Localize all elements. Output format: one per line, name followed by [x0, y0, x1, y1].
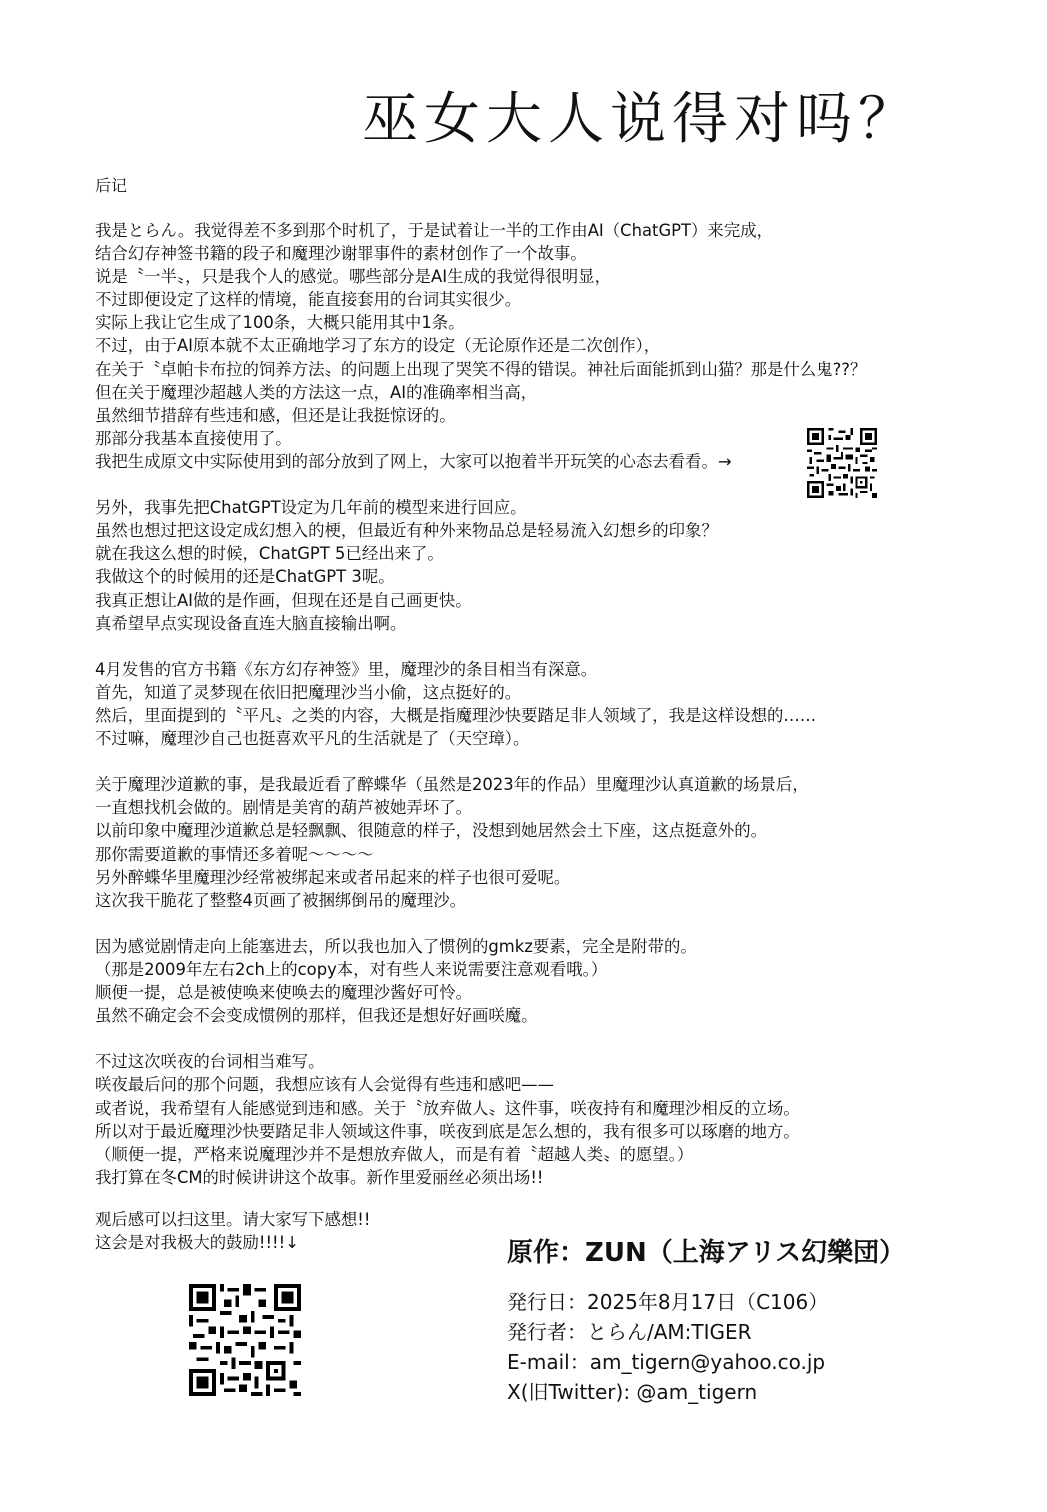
text-line: 咲夜最后问的那个问题，我想应该有人会觉得有些违和感吧——: [95, 1075, 554, 1095]
text-line: 4月发售的官方书籍《东方幻存神签》里，魔理沙的条目相当有深意。: [95, 659, 598, 679]
text-line: 然后，里面提到的〝平凡〟之类的内容，大概是指魔理沙快要踏足非人领域了，我是这样设想的……: [95, 705, 817, 725]
text-line: 不过这次咲夜的台词相当难写。: [95, 1052, 325, 1072]
text-line: 顺便一提，总是被使唤来使唤去的魔理沙酱好可怜。: [95, 983, 472, 1003]
qr-code-icon[interactable]: [189, 1284, 301, 1396]
text-line: 一直想找机会做的。剧情是美宵的葫芦被她弄坏了。: [95, 798, 472, 818]
credit-publish-date: 発行日：2025年8月17日（C106）: [507, 1290, 829, 1314]
text-line: 所以对于最近魔理沙快要踏足非人领域这件事，咲夜到底是怎么想的，我有很多可以琢磨的地方。: [95, 1121, 800, 1141]
closing-message: [95, 1208, 370, 1254]
text-line: 或者说，我希望有人能感觉到违和感。关于〝放弃做人〟这件事，咲夜持有和魔理沙相反的立场。: [95, 1098, 800, 1118]
credit-twitter[interactable]: X(旧Twitter): @am_tigern: [507, 1380, 758, 1404]
paragraph-ai-intro: [95, 219, 1015, 473]
text-line: 不过嘛，魔理沙自己也挺喜欢平凡的生活就是了（天空璋）。: [95, 729, 530, 749]
text-line: 那你需要道歉的事情还多着呢～～～～: [95, 844, 374, 864]
text-line: 虽然也想过把这设定成幻想入的梗，但最近有种外来物品总是轻易流入幻想乡的印象？: [95, 521, 718, 541]
credit-original-author: 原作：ZUN（上海アリス幻樂団）: [507, 1238, 906, 1268]
text-line: 我打算在冬CM的时候讲讲这个故事。新作里爱丽丝必须出场!!: [95, 1167, 544, 1187]
text-line: 我真正想让AI做的是作画，但现在还是自己画更快。: [95, 590, 472, 610]
section-heading-afterword: 后记: [95, 176, 128, 195]
text-line: 但在关于魔理沙超越人类的方法这一点，AI的准确率相当高，: [95, 382, 538, 402]
text-line: 另外，我事先把ChatGPT设定为几年前的模型来进行回应。: [95, 498, 527, 518]
credit-email[interactable]: E-mail：am_tigern@yahoo.co.jp: [507, 1350, 826, 1374]
credit-publisher: 発行者：とらん/AM:TIGER: [507, 1320, 752, 1344]
text-line: 这会是对我极大的鼓励!!!!↓: [95, 1233, 299, 1252]
text-line: 在关于〝卓帕卡布拉的饲养方法〟的问题上出现了哭笑不得的错误。神社后面能抓到山猫？那是什么鬼??？: [95, 359, 867, 379]
text-line: （顺便一提，严格来说魔理沙并不是想放弃做人，而是有着〝超越人类〟的愿望。）: [95, 1144, 694, 1164]
text-line: 虽然细节措辞有些违和感，但还是让我挺惊讶的。: [95, 405, 456, 425]
text-line: 关于魔理沙道歉的事，是我最近看了醉蝶华（虽然是2023年的作品）里魔理沙认真道歉的场景后，: [95, 775, 809, 795]
text-line: 以前印象中魔理沙道歉总是轻飘飘、很随意的样子，没想到她居然会土下座，这点挺意外的。: [95, 821, 768, 841]
text-line: 首先，知道了灵梦现在依旧把魔理沙当小偷，这点挺好的。: [95, 682, 522, 702]
text-line: 说是〝一半〟，只是我个人的感觉。哪些部分是AI生成的我觉得很明显，: [95, 267, 611, 287]
qr-code-icon[interactable]: [807, 428, 877, 498]
text-line: 我把生成原文中实际使用到的部分放到了网上，大家可以抱着半开玩笑的心态去看看。→: [95, 451, 732, 471]
text-line: 不过，由于AI原本就不太正确地学习了东方的设定（无论原作还是二次创作），: [95, 336, 661, 356]
text-line: （那是2009年左右2ch上的copy本，对有些人来说需要注意观看哦。）: [95, 960, 608, 979]
text-line: 我做这个的时候用的还是ChatGPT 3呢。: [95, 567, 395, 587]
text-line: 真希望早点实现设备直连大脑直接输出啊。: [95, 613, 407, 633]
text-line: 结合幻存神签书籍的段子和魔理沙谢罪事件的素材创作了一个故事。: [95, 244, 587, 264]
text-line: 就在我这么想的时候，ChatGPT 5已经出来了。: [95, 544, 444, 564]
text-line: 观后感可以扫这里。请大家写下感想!!: [95, 1210, 371, 1229]
colophon: [507, 1233, 905, 1407]
text-line: 那部分我基本直接使用了。: [95, 428, 292, 448]
paragraph-official-book: [95, 658, 1015, 750]
paragraph-gmkz: [95, 935, 1015, 1027]
text-line: 另外醉蝶华里魔理沙经常被绑起来或者吊起来的样子也很可爱呢。: [95, 867, 571, 887]
text-line: 因为感觉剧情走向上能塞进去，所以我也加入了惯例的gmkz要素，完全是附带的。: [95, 936, 697, 956]
text-line: 不过即便设定了这样的情境，能直接套用的台词其实很少。: [95, 290, 522, 310]
paragraph-chatgpt: [95, 496, 1015, 635]
text-line: 我是とらん。我觉得差不多到那个时机了，于是试着让一半的工作由AI（ChatGPT）来完成，: [95, 221, 773, 240]
text-line: 实际上我让它生成了100条，大概只能用其中1条。: [95, 313, 465, 333]
page-title: 巫女大人说得对吗？: [362, 87, 920, 152]
paragraph-sakuya: [95, 1050, 1015, 1189]
text-line: 这次我干脆花了整整4页画了被捆绑倒吊的魔理沙。: [95, 890, 467, 910]
paragraph-apology: [95, 773, 1015, 912]
afterword-body: [95, 219, 1015, 1189]
text-line: 虽然不确定会不会变成惯例的那样，但我还是想好好画咲魔。: [95, 1006, 538, 1026]
